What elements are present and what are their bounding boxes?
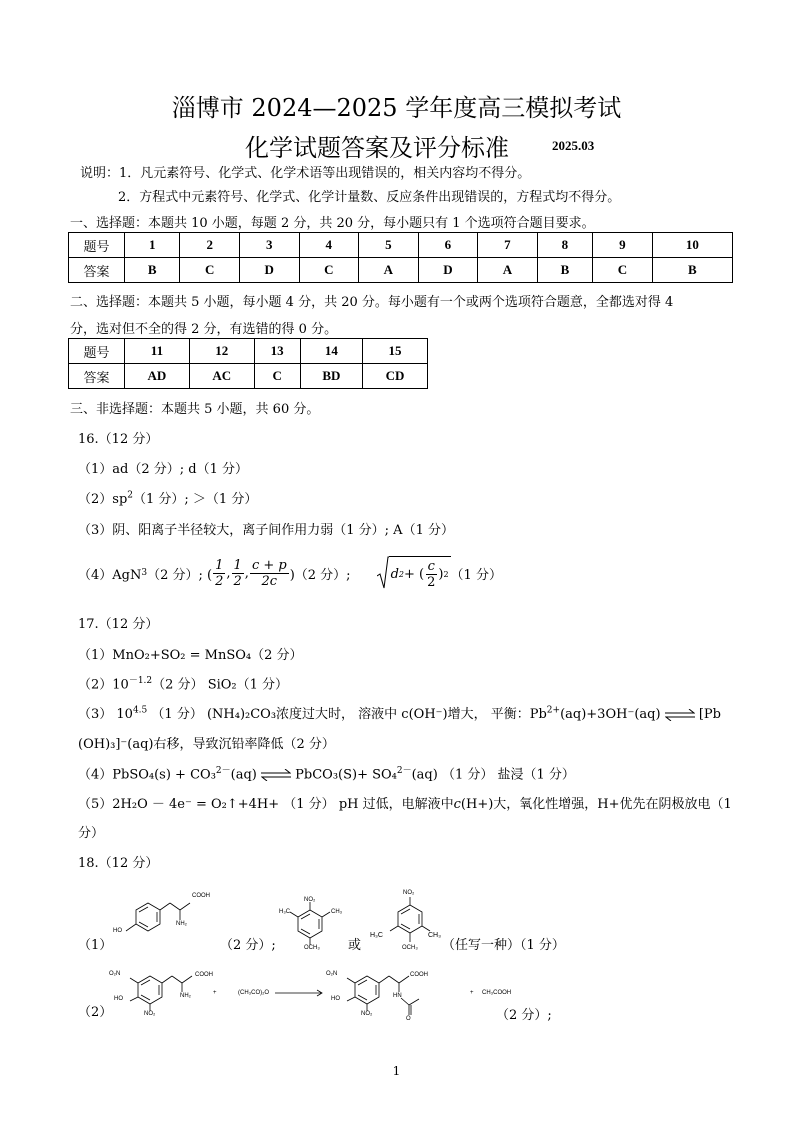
equilibrium-arrow-icon bbox=[665, 709, 695, 721]
chem-label: OCH₃ bbox=[402, 945, 418, 951]
q18-part1-label: （1） bbox=[78, 938, 113, 953]
question-number: 12 bbox=[189, 339, 254, 364]
chem-plus: + bbox=[470, 990, 474, 996]
page-number: 1 bbox=[392, 1064, 401, 1078]
radical-sign-icon bbox=[377, 556, 389, 590]
note-1: 说明：1．凡元素符号、化学式、化学术语等出现错误的，相关内容均不得分。 bbox=[80, 166, 531, 181]
question-number: 15 bbox=[363, 339, 428, 364]
section1-answer-table bbox=[68, 232, 733, 283]
fraction: $\frac{c + p}{2c}$ bbox=[251, 557, 287, 589]
chem-label: NH₂ bbox=[180, 993, 191, 999]
section3-heading: 三、非选择题：本题共 5 小题，共 60 分。 bbox=[70, 402, 320, 417]
chem-label: HO bbox=[113, 928, 122, 934]
table-row bbox=[69, 258, 733, 283]
q16-part3: （3）阴、阳离子半径较大，离子间作用力弱（1 分）; A（1 分） bbox=[78, 523, 454, 538]
q18-part2-score: （2 分）; bbox=[496, 1008, 552, 1023]
fraction: $\frac{1}{2}$ bbox=[215, 557, 224, 589]
equilibrium-arrow-icon bbox=[261, 769, 291, 781]
chem-label: OCH₃ bbox=[304, 945, 320, 951]
nitroanisole-structure-a bbox=[270, 895, 350, 965]
chem-label: HO bbox=[114, 996, 123, 1002]
q17-part5-cont: 分） bbox=[78, 826, 105, 841]
question-number: 10 bbox=[652, 233, 732, 258]
chem-byproduct: CH₃COOH bbox=[482, 990, 512, 996]
chem-label: HN bbox=[393, 993, 402, 999]
fraction: $\frac{1}{2}$ bbox=[233, 557, 242, 589]
chem-label: NO₂ bbox=[144, 1011, 156, 1017]
q17-title: 17.（12 分） bbox=[78, 617, 159, 632]
answer-cell: BD bbox=[300, 364, 363, 389]
table-row bbox=[69, 364, 428, 389]
answer-cell: AD bbox=[125, 364, 190, 389]
note-2: 2．方程式中元素符号、化学式、化学计量数、反应条件出现错误的，方程式均不得分。 bbox=[118, 190, 621, 205]
q16-part4: （4）AgN 3 （2 分）; ( $\frac{1}{2}$ , $\frac{1}{2}$ , $\frac{c + p}{2c}$ )（2 分）; d 2 + ( $\frac{c}{2}$ ) 2 （1 分） bbox=[78, 557, 502, 590]
section2-answer-table bbox=[68, 338, 428, 389]
chem-label: COOH bbox=[410, 972, 428, 978]
question-number: 9 bbox=[593, 233, 653, 258]
chem-label: NO₂ bbox=[403, 890, 415, 896]
q18-title: 18.（12 分） bbox=[78, 856, 159, 871]
q18-part1-tail: （任写一种）（1 分） bbox=[442, 938, 565, 953]
answer-cell: B bbox=[652, 258, 732, 283]
section1-heading: 一、选择题：本题共 10 小题，每题 2 分，共 20 分，每小题只有 1 个选项符合题目要求。 bbox=[70, 216, 595, 231]
chem-label: NH₂ bbox=[176, 921, 187, 927]
answer-cell: A bbox=[478, 258, 538, 283]
chem-label: CH₃ bbox=[428, 932, 441, 939]
question-number: 1 bbox=[125, 233, 180, 258]
row-label: 题号 bbox=[69, 339, 125, 364]
answer-cell: C bbox=[180, 258, 240, 283]
question-number: 14 bbox=[300, 339, 363, 364]
page-subtitle: 化学试题答案及评分标准 bbox=[245, 134, 509, 162]
chem-label: COOH bbox=[192, 893, 210, 899]
q18-part2-label: （2） bbox=[78, 1005, 113, 1020]
chem-label: H₃C bbox=[370, 932, 383, 939]
answer-cell: CD bbox=[363, 364, 428, 389]
q16-part2: $(2)sp^2(1$ 分）; ＞（1 分） bbox=[78, 490, 258, 507]
question-number: 6 bbox=[418, 233, 478, 258]
answer-cell: A bbox=[359, 258, 419, 283]
chem-label: O₂N bbox=[109, 971, 121, 977]
question-number: 13 bbox=[254, 339, 300, 364]
chem-label: HO bbox=[331, 996, 340, 1002]
q18-part1-score: （2 分）; bbox=[220, 938, 276, 953]
table-row bbox=[69, 233, 733, 258]
chem-label: CH₃ bbox=[331, 909, 343, 915]
answer-cell: D bbox=[239, 258, 299, 283]
question-number: 7 bbox=[478, 233, 538, 258]
row-label: 答案 bbox=[69, 364, 125, 389]
page-title: 淄博市 2024—2025 学年度高三模拟考试 bbox=[171, 94, 622, 122]
answer-cell: AC bbox=[189, 364, 254, 389]
q17-part4: （4）PbSO₄(s) + CO₃$^{2-}$(aq) PbCO₃(S)+ SO₄$^{2-}$(aq) （1 分） 盐浸（1 分） bbox=[78, 766, 575, 783]
answer-cell: B bbox=[537, 258, 592, 283]
section2-heading-line2: 分，选对但不全的得 2 分，有选错的得 0 分。 bbox=[70, 322, 338, 337]
question-number: 5 bbox=[359, 233, 419, 258]
answer-cell: C bbox=[254, 364, 300, 389]
question-number: 11 bbox=[125, 339, 190, 364]
q17-part3-cont: (OH)₃]⁻(aq)右移，导致沉铅率降低（2 分） bbox=[78, 737, 335, 752]
answer-cell: D bbox=[418, 258, 478, 283]
answer-cell: C bbox=[593, 258, 653, 283]
q17-part2: $(2)10^{-1.2}(2$ 分） SiO₂（1 分） bbox=[78, 676, 289, 693]
row-label: 题号 bbox=[69, 233, 125, 258]
square-root: d 2 + ( $\frac{c}{2}$ ) 2 bbox=[377, 556, 451, 590]
answer-cell: B bbox=[125, 258, 180, 283]
q17-part5: （5）2H₂O － 4e⁻ = O₂↑+4H+ （1 分） pH 过低，电解液中c(H+)大，氧化性增强，H+优先在阴极放电（1 bbox=[78, 797, 732, 812]
chem-label: O bbox=[406, 1016, 411, 1022]
q17-part1: （1）MnO₂+SO₂ = MnSO₄（2 分） bbox=[78, 648, 303, 663]
q16-title: 16.（12 分） bbox=[78, 432, 159, 447]
nitroanisole-structure-b bbox=[380, 890, 460, 965]
chem-reagent: (CH₃CO)₂O bbox=[238, 990, 270, 996]
chem-label: NO₂ bbox=[361, 1011, 373, 1017]
chem-label: COOH bbox=[195, 972, 213, 978]
chem-plus: + bbox=[213, 990, 217, 996]
exam-date: 2025.03 bbox=[552, 138, 595, 153]
q18-or: 或 bbox=[348, 938, 362, 953]
q17-part3: （3） $10^{4.5}$ （1 分） (NH₄)₂CO₃浓度过大时， 溶液中 c(OH⁻)增大， 平衡：$Pb^{2+}(aq)+3OH^-(aq)$ [Pb bbox=[78, 705, 721, 722]
chem-label: O₂N bbox=[326, 971, 338, 977]
section2-heading-line1: 二、选择题：本题共 5 小题，每小题 4 分，共 20 分。每小题有一个或两个选项符合题意，全都选对得 4 bbox=[70, 295, 674, 310]
question-number: 3 bbox=[239, 233, 299, 258]
q16-part1: （1）ad（2 分）; d（1 分） bbox=[78, 462, 248, 477]
answer-cell: C bbox=[299, 258, 359, 283]
question-number: 2 bbox=[180, 233, 240, 258]
chem-label: NO₂ bbox=[304, 897, 316, 903]
row-label: 答案 bbox=[69, 258, 125, 283]
table-row bbox=[69, 339, 428, 364]
chem-label: H₃C bbox=[279, 909, 291, 915]
question-number: 4 bbox=[299, 233, 359, 258]
question-number: 8 bbox=[537, 233, 592, 258]
